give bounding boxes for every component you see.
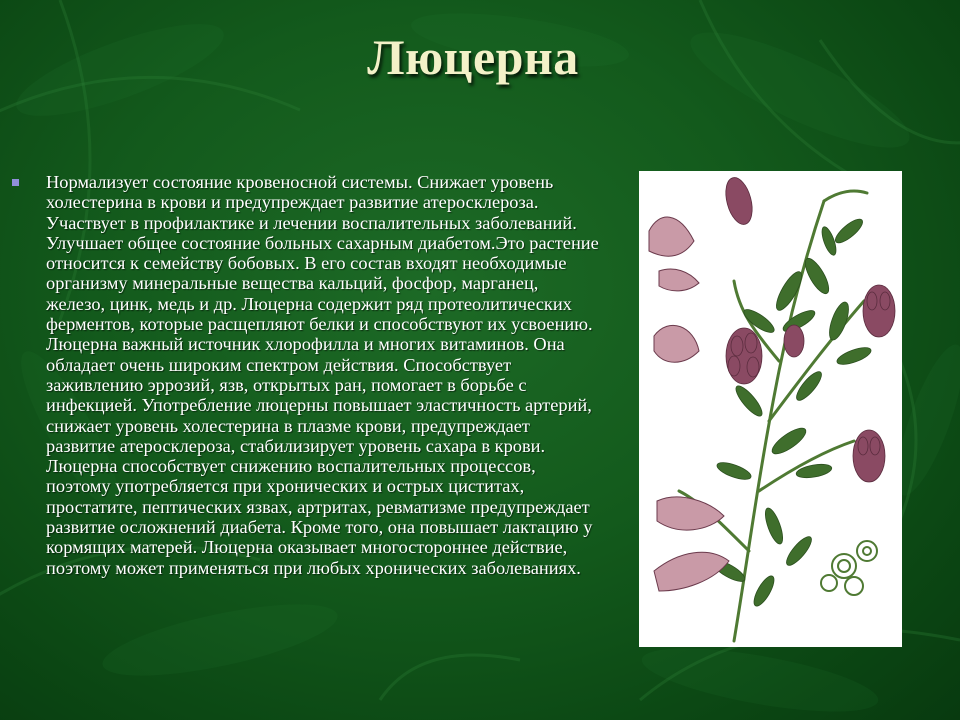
slide-title: Люцерна bbox=[367, 29, 579, 85]
bullet-square-icon bbox=[12, 179, 19, 186]
alfalfa-illustration bbox=[639, 171, 902, 647]
bullet-paragraph: Нормализует состояние кровеносной системы. Снижает уровень холестерина в крови и предупреждает развитие атеросклероза. Участвует в профилактике и лечении воспалительных заболеваний. Улучшает общее состояние больных сахарным диабетом.Это растение относится к семейству бобовых. В его состав входят необходимые организму минеральные вещества кальций, фосфор, марганец, железо, цинк, медь и др. Люцерна содержит ряд протеолитических ферментов, которые расщепляют белки и способствуют их усвоению. Люцерна важный источник хлорофилла и многих витаминов. Она обладает очень широким спектром действия. Способствует заживлению эррозий, язв, открытых ран, помогает в борьбе с инфекцией. Употребление люцерны повышает эластичность артерий, снижает уровень холестерина в плазме крови, предупреждает развитие атеросклероза, стабилизирует уровень сахара в крови. Люцерна способствует снижению воспалительных процессов, поэтому употребляется при хронических и острых циститах, простатите, пептических язвах, артритах, ревматизме предупреждает развитие осложнений диабета. Кроме того, она повышает лактацию у кормящих матерей. Люцерна оказывает многостороннее действие, поэтому может применяться при любых хронических заболеваниях. bbox=[46, 172, 599, 578]
alfalfa-plant-icon bbox=[639, 171, 902, 647]
